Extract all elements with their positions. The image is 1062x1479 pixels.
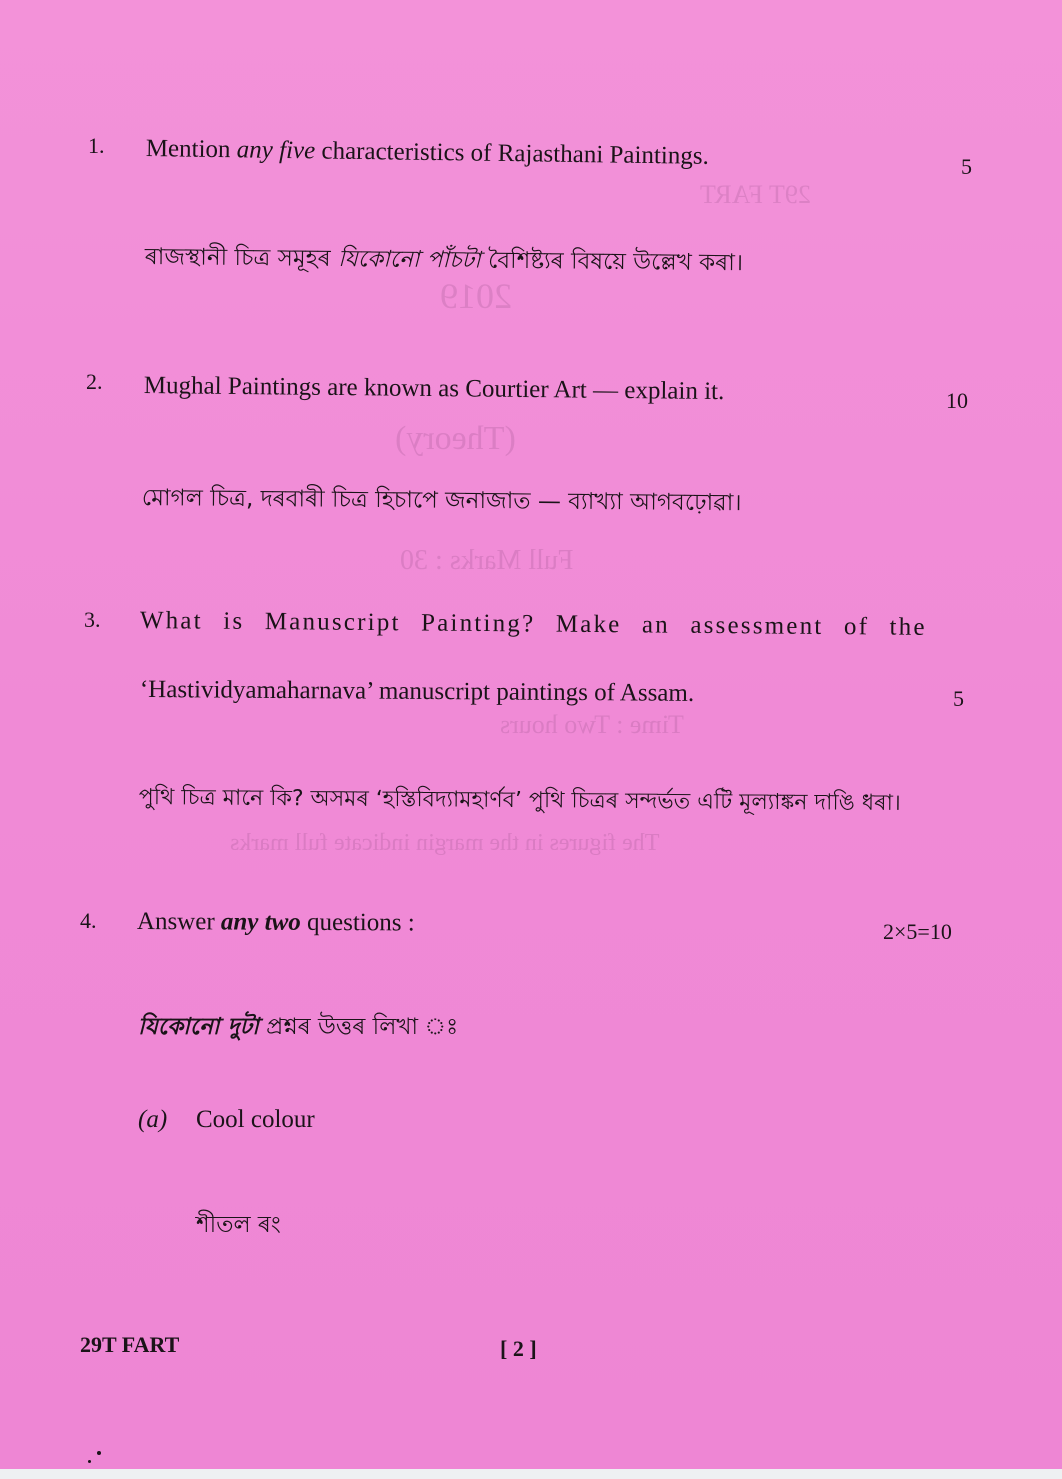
subquestion-label (138, 1106, 167, 1134)
bleed-through-text: 2019 (440, 276, 512, 316)
page-number: [ 2 ] (500, 1336, 537, 1361)
question-number: 3. (84, 607, 101, 632)
emphasis-text: any two (220, 908, 301, 936)
question-text-bn (145, 238, 744, 283)
bleed-through-text: Time : Two hours (500, 710, 684, 739)
question-number: 4. (80, 908, 97, 933)
text-segment: প্ৰশ্নৰ উত্তৰ লিখা ঃ (258, 1014, 459, 1040)
subquestion-text-en: Cool colour (196, 1106, 315, 1133)
question-text-en: Mughal Paintings are known as Courtier Art — explain it. (143, 372, 725, 406)
text-segment: Answer (136, 908, 222, 936)
question-text-en-line1: What is Manuscript Painting? Make an assessment of the (139, 607, 927, 641)
question-number: 2. (86, 369, 103, 394)
question-number: 1. (88, 133, 105, 158)
question-text-bn (138, 1008, 458, 1047)
question-text-bn: মোগল চিত্ৰ, দৰবাৰী চিত্ৰ হিচাপে জনাজাত — ব্যাখ্যা আগবঢ়োৱা। (141, 484, 742, 517)
bleed-through-text: Full Marks : 30 (400, 545, 574, 576)
bleed-through-text: The figures in the margin indicate full marks (230, 830, 660, 856)
scan-border (0, 1469, 1062, 1479)
text-segment: questions : (300, 908, 415, 937)
question-text-bn: পুথি চিত্ৰ মানে কি? অসমৰ ‘হস্তিবিদ্যামহাৰ্ণব’ পুথি চিত্ৰৰ সন্দৰ্ভত এটি মূল্যাঙ্কন দাঙি ধৰা। (138, 784, 901, 816)
marks-label: 10 (946, 388, 968, 413)
question-text-en-line2: ‘Hastividyamaharnava’ manuscript paintings of Assam. (139, 676, 695, 707)
marks-label: 2×5=10 (883, 919, 952, 944)
emphasis-text: any five (236, 136, 316, 165)
question-text-en (137, 908, 415, 937)
text-segment: characteristics of Rajasthani Paintings. (315, 137, 709, 170)
paper-code: 29T FART (80, 1332, 180, 1357)
marks-label: 5 (961, 154, 972, 179)
speck (88, 1460, 91, 1463)
subquestion-letter: (a) (138, 1106, 168, 1133)
question-text-en (146, 135, 709, 171)
emphasis-text: যিকোনো দুটা (138, 1014, 259, 1040)
speck (97, 1451, 101, 1455)
subquestion-text-bn: শীতল ৰং (196, 1212, 281, 1238)
text-segment: ৰাজস্থানী চিত্ৰ সমূহৰ (144, 243, 339, 273)
bleed-through-text: (Theory) (395, 420, 516, 457)
bleed-through-text: 29T FART (700, 180, 811, 209)
text-segment: Mention (145, 135, 237, 164)
emphasis-text: যিকোনো পাঁচটা (337, 246, 481, 274)
text-segment: বৈশিষ্ট্যৰ বিষয়ে উল্লেখ কৰা। (480, 247, 744, 277)
marks-label: 5 (953, 686, 964, 711)
